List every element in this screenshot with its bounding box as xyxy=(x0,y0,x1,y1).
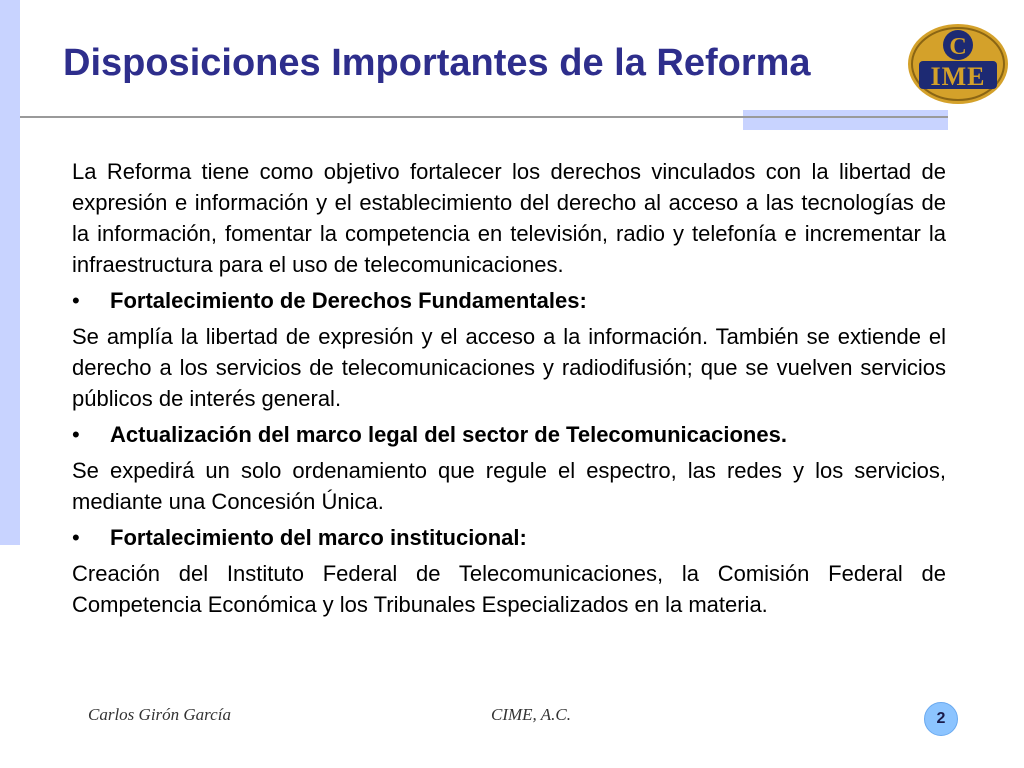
intro-paragraph: La Reforma tiene como objetivo fortalecer los derechos vinculados con la libertad de expresión e información y el establecimiento del derecho al acceso a las tecnologías de la información, fomentar la competencia en televisión, radio y telefonía e incrementar la infraestructura para el uso de telecomunicaciones. xyxy=(72,159,946,277)
bullet-legal-framework xyxy=(72,419,946,450)
fundamental-rights-paragraph: Se amplía la libertad de expresión y el acceso a la información. También se extiende el derecho a los servicios de telecomunicaciones y radiodifusión; que se vuelven servicios públicos de interés general. xyxy=(72,324,946,411)
title-accent-block xyxy=(743,110,948,130)
bullet-heading: Actualización del marco legal del sector de Telecomunicaciones. xyxy=(110,422,787,447)
svg-text:IME: IME xyxy=(930,62,986,91)
legal-framework-paragraph: Se expedirá un solo ordenamiento que regule el espectro, las redes y los servicios, mediante una Concesión Única. xyxy=(72,458,946,514)
footer-author: Carlos Girón García xyxy=(88,705,231,724)
bullet-mark: • xyxy=(72,525,80,550)
bullet-heading: Fortalecimiento del marco institucional: xyxy=(110,525,527,550)
page-number-badge: 2 xyxy=(924,702,958,736)
institutional-framework-paragraph: Creación del Instituto Federal de Telecomunicaciones, la Comisión Federal de Competencia Económica y los Tribunales Especializados en la materia. xyxy=(72,561,946,617)
slide-title: Disposiciones Importantes de la Reforma xyxy=(63,42,811,84)
bullet-mark: • xyxy=(72,422,80,447)
bullet-institutional-framework xyxy=(72,522,946,553)
bullet-mark: • xyxy=(72,288,80,313)
bullet-fundamental-rights xyxy=(72,285,946,316)
bullet-heading: Fortalecimiento de Derechos Fundamentales: xyxy=(110,288,587,313)
svg-text:C: C xyxy=(949,34,967,60)
title-divider xyxy=(20,116,948,118)
slide-body xyxy=(72,156,946,625)
cime-logo-icon xyxy=(905,18,1011,106)
left-accent-bar xyxy=(0,0,20,545)
footer-organization: CIME, A.C. xyxy=(491,705,571,724)
